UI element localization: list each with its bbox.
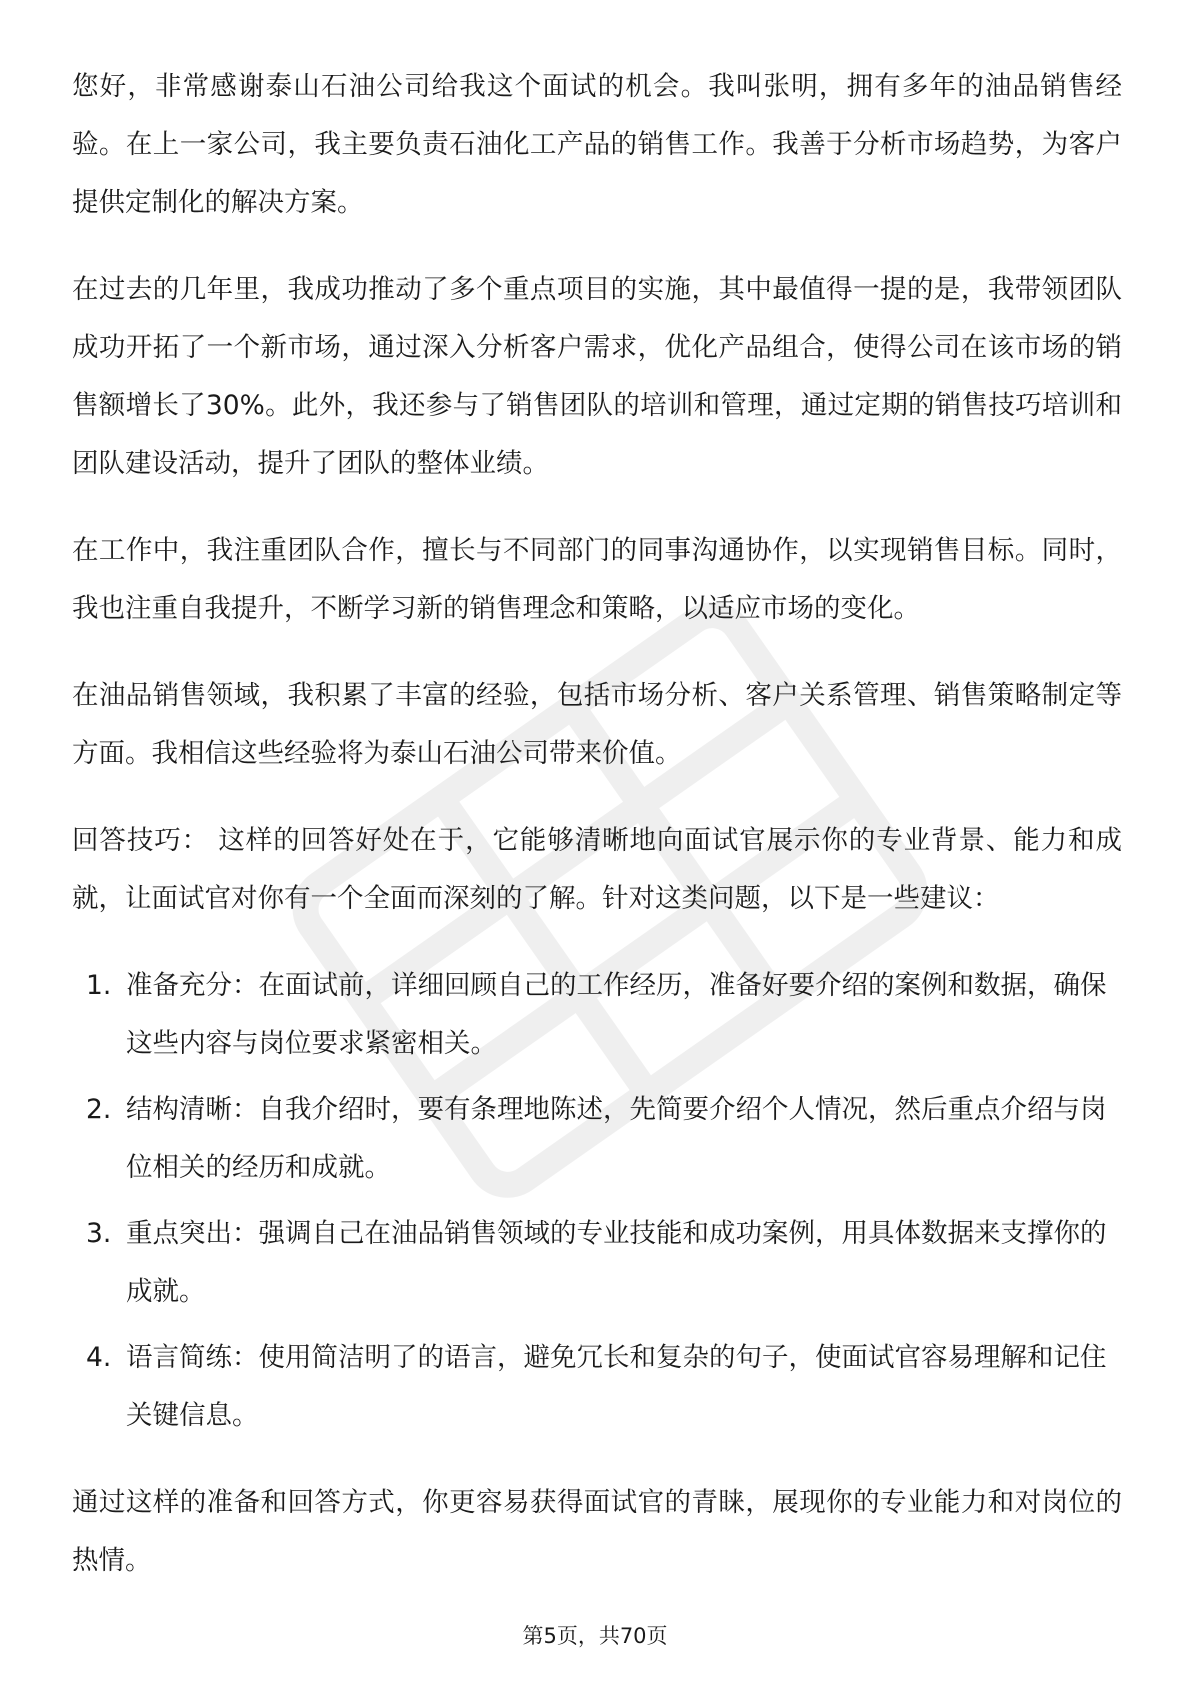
paragraph-closing: 通过这样的准备和回答方式，你更容易获得面试官的青睐，展现你的专业能力和对岗位的热情。 xyxy=(72,1487,1122,1576)
list-item xyxy=(72,1081,1122,1197)
paragraph-achievements: 在过去的几年里，我成功推动了多个重点项目的实施，其中最值得一提的是，我带领团队成功开拓了一个新市场，通过深入分析客户需求，优化产品组合，使得公司在该市场的销售额增长了30%。此外，我还参与了销售团队的培训和管理，通过定期的销售技巧培训和团队建设活动，提升了团队的整体业绩。 xyxy=(72,274,1122,479)
list-item-text: 结构清晰：自我介绍时，要有条理地陈述，先简要介绍个人情况，然后重点介绍与岗位相关的经历和成就。 xyxy=(126,1094,1107,1183)
page-footer: 第5页，共70页 xyxy=(522,1624,668,1648)
main-content xyxy=(72,58,1122,1619)
list-number: 3. xyxy=(86,1218,112,1249)
list-number: 1. xyxy=(86,970,112,1001)
list-item-text: 重点突出：强调自己在油品销售领域的专业技能和成功案例，用具体数据来支撑你的成就。 xyxy=(126,1218,1107,1307)
list-item xyxy=(72,957,1122,1073)
list-number: 2. xyxy=(86,1094,112,1125)
list-item-text: 准备充分：在面试前，详细回顾自己的工作经历，准备好要介绍的案例和数据，确保这些内容与岗位要求紧密相关。 xyxy=(126,970,1107,1059)
paragraph-experience: 在油品销售领域，我积累了丰富的经验，包括市场分析、客户关系管理、销售策略制定等方面。我相信这些经验将为泰山石油公司带来价值。 xyxy=(72,680,1122,769)
list-number: 4. xyxy=(86,1342,112,1373)
list-item-text: 语言简练：使用简洁明了的语言，避免冗长和复杂的句子，使面试官容易理解和记住关键信息。 xyxy=(126,1342,1107,1431)
paragraph-intro: 您好，非常感谢泰山石油公司给我这个面试的机会。我叫张明，拥有多年的油品销售经验。在上一家公司，我主要负责石油化工产品的销售工作。我善于分析市场趋势，为客户提供定制化的解决方案。 xyxy=(72,71,1122,218)
paragraph-tips-intro: 回答技巧： 这样的回答好处在于，它能够清晰地向面试官展示你的专业背景、能力和成就，让面试官对你有一个全面而深刻的了解。针对这类问题，以下是一些建议： xyxy=(72,825,1122,914)
paragraph-teamwork: 在工作中，我注重团队合作，擅长与不同部门的同事沟通协作，以实现销售目标。同时，我也注重自我提升，不断学习新的销售理念和策略，以适应市场的变化。 xyxy=(72,535,1122,624)
tips-list xyxy=(72,957,1122,1445)
list-item xyxy=(72,1205,1122,1321)
list-item xyxy=(72,1329,1122,1445)
